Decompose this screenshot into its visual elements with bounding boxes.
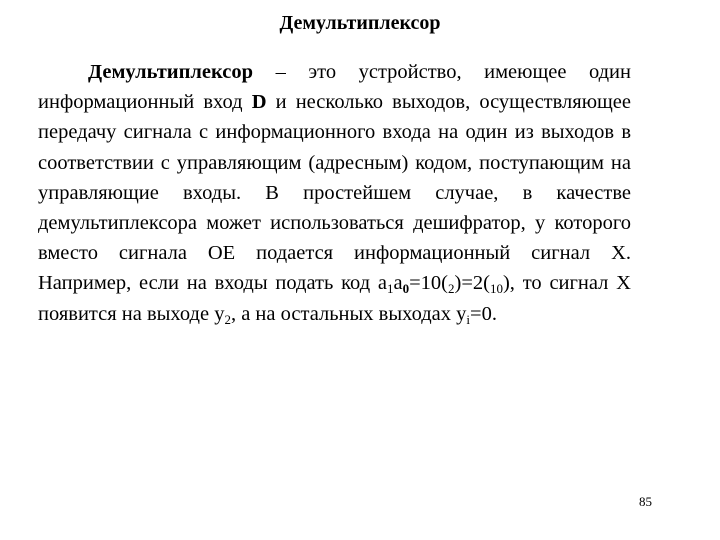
page-number: 85 [639,494,652,509]
input-letter: D [251,91,267,114]
page-title: Демультиплексор [279,12,441,34]
subscript: 0 [402,281,410,297]
subscript: 2 [448,281,455,297]
subscript: i [466,311,471,327]
text-segment: ), то сигнал X появится на выходе y [38,272,631,325]
text-segment: , а на остальных выходах y [230,302,467,325]
text-segment: и несколько выходов, осуществляющее передачу сигнала с информационного входа на один из выходов в соответствии с управляющим (адресным) кодом, поступающим на управляющие входы. В простейшем случае, в качестве демультиплексора может использоваться дешифратор, у которого вместо сигнала OE подается информационный сигнал X. Например, если на входы подать код a [38,91,631,295]
body-paragraph [38,57,631,329]
text-segment: – это устройство, имеющее один информационный вход [38,61,631,114]
subscript: 2 [224,311,231,327]
subscript: 10 [489,281,503,297]
term-demultiplexer: Демультиплексор [88,61,254,83]
text-segment: =10( [409,272,449,295]
text-segment: )=2( [454,272,490,295]
text-segment: a [393,272,403,295]
subscript: 1 [387,281,394,297]
text-segment: =0. [470,302,497,325]
